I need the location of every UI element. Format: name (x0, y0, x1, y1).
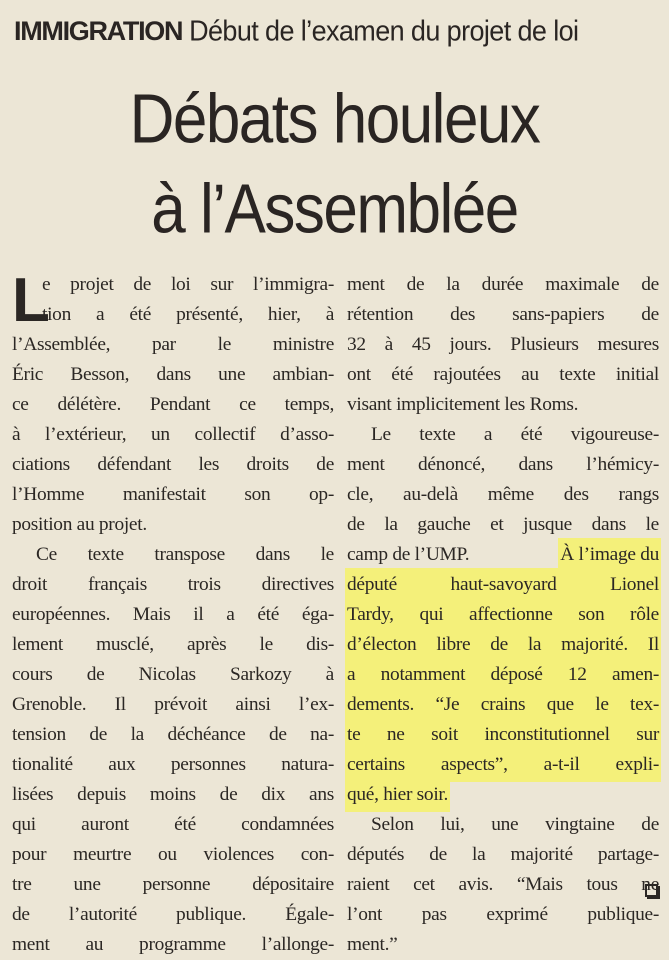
highlighted-line (347, 690, 659, 720)
text-line: cours de Nicolas Sarkozy à (12, 664, 334, 685)
highlighted-line (347, 720, 659, 750)
highlighted-line (347, 570, 659, 600)
text-line: rétention des sans-papiers de (347, 304, 659, 325)
text-line: de la gauche et jusque dans le (347, 514, 659, 535)
kicker-subtitle: Début de l’examen du projet de loi (189, 15, 579, 47)
highlighted-line (347, 600, 659, 630)
highlighted-text: dements. “Je crains que le tex- (347, 690, 659, 720)
text-line: Éric Besson, dans une ambian- (12, 364, 334, 385)
text-line: l’Assemblée, par le ministre (12, 334, 334, 355)
highlighted-text: député haut-savoyard Lionel (347, 570, 659, 600)
text-line: l’ont pas exprimé publique- (347, 904, 659, 925)
text-line: ment.” (347, 934, 398, 955)
highlighted-line (347, 750, 659, 780)
article-column-right (347, 270, 659, 960)
highlighted-line (347, 630, 659, 660)
text-line: l’Homme manifestait son op- (12, 484, 334, 505)
text-line: tension de la déchéance de na- (12, 724, 334, 745)
text-line: tre une personne dépositaire (12, 874, 334, 895)
highlighted-text: a notamment déposé 12 amen- (347, 660, 659, 690)
highlighted-line (347, 780, 659, 810)
text-line: ment dénoncé, dans l’hémicy- (347, 454, 659, 475)
text-line: à l’extérieur, un collectif d’asso- (12, 424, 334, 445)
highlighted-text: Tardy, qui affectionne son rôle (347, 600, 659, 630)
headline-line-2: à l’Assemblée (151, 170, 518, 249)
text-line: raient cet avis. “Mais tous ne (347, 874, 659, 895)
drop-cap: L (12, 266, 50, 335)
headline-line-1: Débats houleux (129, 80, 540, 159)
text-line: lisées depuis moins de dix ans (12, 784, 334, 805)
text-line-mixed (347, 540, 659, 570)
kicker-line (14, 14, 664, 48)
highlighted-text: certains aspects”, a-t-il expli- (347, 750, 659, 780)
text-fragment: camp de l’UMP. (347, 544, 470, 565)
text-line: députés de la majorité partage- (347, 844, 659, 865)
text-line: ciations défendant les droits de (12, 454, 334, 475)
text-line: ment de la durée maximale de (347, 274, 659, 295)
text-line: 32 à 45 jours. Plusieurs mesures (347, 334, 659, 355)
text-line: Grenoble. Il prévoit ainsi l’ex- (12, 694, 334, 715)
text-line: ment au programme l’allonge- (12, 934, 334, 955)
text-line: qui auront été condamnées (12, 814, 334, 835)
text-line: cle, au-delà même des rangs (347, 484, 659, 505)
text-line: européennes. Mais il a été éga- (12, 604, 334, 625)
text-line: e projet de loi sur l’immigra- (42, 274, 334, 295)
text-line: Selon lui, une vingtaine de (371, 814, 659, 835)
article-column-left (12, 266, 334, 960)
text-line: position au projet. (12, 514, 147, 535)
end-of-article-square-icon (645, 884, 658, 897)
highlighted-text: d’électon libre de la majorité. Il (347, 630, 659, 660)
highlighted-text: qué, hier soir. (347, 780, 448, 810)
text-line: lement musclé, après le dis- (12, 634, 334, 655)
text-line: visant implicitement les Roms. (347, 394, 579, 415)
text-line: tionalité aux personnes natura- (12, 754, 334, 775)
highlighted-line (347, 660, 659, 690)
text-line: Ce texte transpose dans le (36, 544, 334, 565)
section-rubric: IMMIGRATION (14, 16, 183, 46)
text-line: tion a été présenté, hier, à (42, 304, 334, 325)
text-line: droit français trois directives (12, 574, 334, 595)
text-line: Le texte a été vigoureuse- (371, 424, 659, 445)
text-line: ce délétère. Pendant ce temps, (12, 394, 334, 415)
text-line: de l’autorité publique. Égale- (12, 904, 334, 925)
highlighted-text: À l’image du (560, 540, 659, 570)
highlighted-text: te ne soit inconstitutionnel sur (347, 720, 659, 750)
text-line: pour meurtre ou violences con- (12, 844, 334, 865)
text-line: ont été rajoutées au texte initial (347, 364, 659, 385)
